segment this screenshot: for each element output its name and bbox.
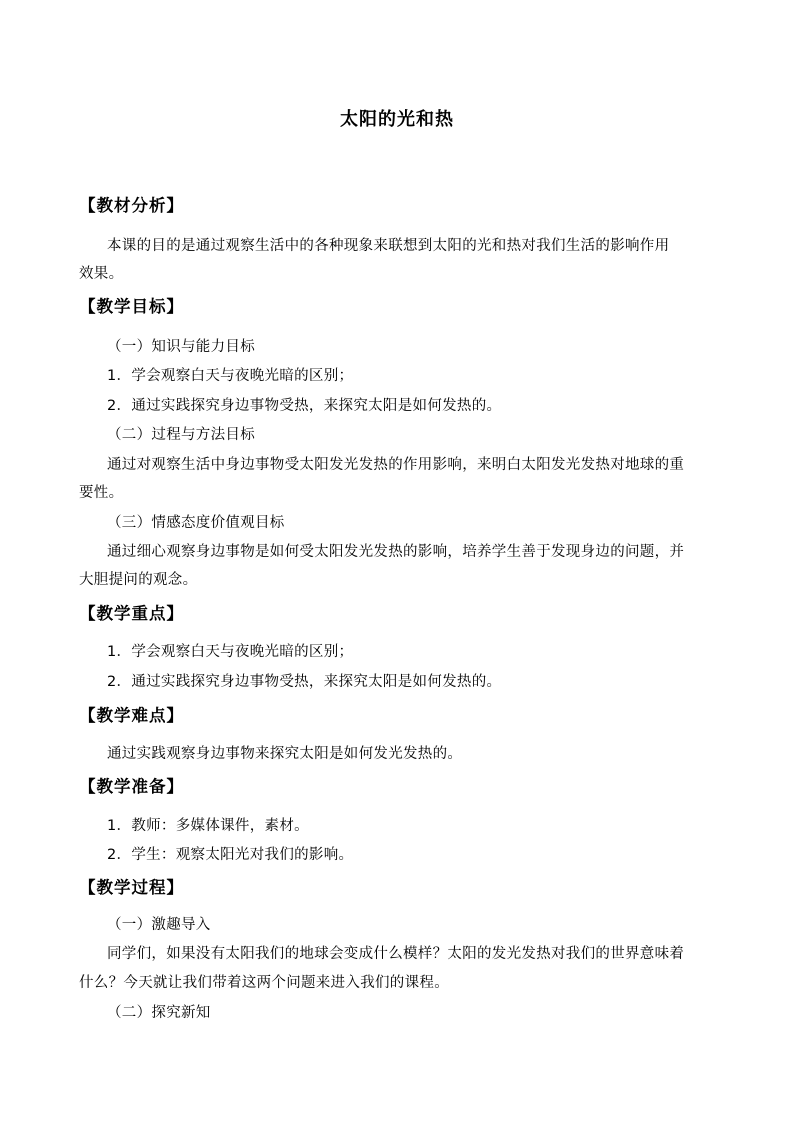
list-item: 2．通过实践探究身边事物受热，来探究太阳是如何发热的。: [107, 398, 502, 414]
paragraph-line: 什么？今天就让我们带着这两个问题来进入我们的课程。: [79, 975, 449, 991]
paragraph-line: 同学们，如果没有太阳我们的地球会变成什么模样？太阳的发光发热对我们的世界意味着: [107, 946, 685, 962]
list-item: 1．学会观察白天与夜晚光暗的区别；: [107, 644, 354, 660]
subheading: （一）激趣导入: [107, 917, 211, 933]
section-heading-preparation: 【教学准备】: [79, 777, 184, 796]
subheading: （二）探究新知: [107, 1005, 211, 1021]
paragraph-line: 通过细心观察身边事物是如何受太阳发光发热的影响，培养学生善于发现身边的问题，并: [107, 544, 685, 560]
list-item: 1．教师：多媒体课件，素材。: [107, 818, 309, 834]
paragraph-line: 效果。: [79, 266, 124, 282]
list-item: 2．学生：观察太阳光对我们的影响。: [107, 847, 354, 863]
section-heading-objectives: 【教学目标】: [79, 297, 184, 316]
section-heading-process: 【教学过程】: [79, 878, 184, 897]
subheading: （二）过程与方法目标: [107, 427, 255, 443]
subheading: （一）知识与能力目标: [107, 339, 255, 355]
paragraph-line: 通过对观察生活中身边事物受太阳发光发热的作用影响，来明白太阳发光发热对地球的重: [107, 457, 685, 473]
paragraph-line: 要性。: [79, 485, 124, 501]
section-heading-difficulties: 【教学难点】: [79, 706, 184, 725]
paragraph-line: 通过实践观察身边事物来探究太阳是如何发光发热的。: [107, 746, 463, 762]
subheading: （三）情感态度价值观目标: [107, 515, 285, 531]
paragraph-line: 大胆提问的观念。: [79, 572, 198, 588]
paragraph-line: 本课的目的是通过观察生活中的各种现象来联想到太阳的光和热对我们生活的影响作用: [107, 238, 670, 254]
list-item: 2．通过实践探究身边事物受热，来探究太阳是如何发热的。: [107, 674, 502, 690]
section-heading-key-points: 【教学重点】: [79, 604, 184, 623]
list-item: 1．学会观察白天与夜晚光暗的区别；: [107, 368, 354, 384]
section-heading-analysis: 【教材分析】: [79, 196, 184, 215]
document-title: 太阳的光和热: [340, 109, 454, 130]
